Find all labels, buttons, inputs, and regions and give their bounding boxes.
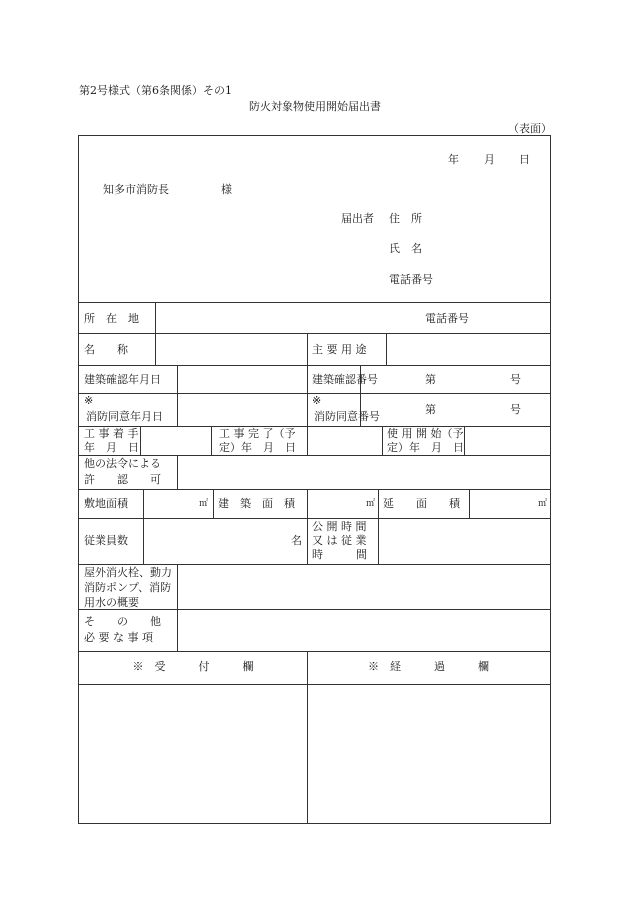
use-start-label-1: 使 用 開 始（予 xyxy=(387,427,464,440)
fire-consent-date-mark: ※ xyxy=(84,394,94,407)
location-phone-label: 電話番号 xyxy=(425,312,469,325)
date-year-label: 年 xyxy=(448,153,459,166)
site-area-label: 敷地面積 xyxy=(84,497,128,510)
bldg-confirm-go: 号 xyxy=(510,373,521,386)
fire-consent-go: 号 xyxy=(510,403,521,416)
addressee-honorific: 様 xyxy=(221,183,232,196)
hydrant-label-3: 用水の概要 xyxy=(84,596,139,609)
building-area-label: 建 築 面 積 xyxy=(218,497,295,510)
construction-end-label-1: 工 事 完 了（予 xyxy=(219,427,296,440)
reception-column-label: ※ 受 付 欄 xyxy=(132,660,254,673)
hours-label-2: 又 は 従 業 xyxy=(312,534,367,547)
form-identifier: 第2号様式（第6条関係）その1 xyxy=(79,84,232,97)
form-table xyxy=(78,135,551,824)
other-law-label-2: 許 認 可 xyxy=(84,473,161,486)
floor-area-unit: ㎡ xyxy=(538,499,548,509)
applicant-phone-label: 電話番号 xyxy=(389,273,433,286)
main-use-label: 主 要 用 途 xyxy=(312,343,367,356)
bldg-confirm-date-label: 建築確認年月日 xyxy=(84,373,161,386)
hydrant-label-2: 消防ポンプ、消防 xyxy=(84,581,172,594)
building-area-unit: ㎡ xyxy=(366,499,376,509)
form-title: 防火対象物使用開始届出書 xyxy=(249,100,381,113)
date-month-label: 月 xyxy=(484,153,495,166)
other-law-label-1: 他の法令による xyxy=(84,457,161,470)
fire-consent-no-label: 消防同意番号 xyxy=(314,410,380,423)
applicant-name-label: 氏 名 xyxy=(389,242,422,255)
construction-start-label-1: 工 事 着 手 xyxy=(84,427,139,440)
fire-consent-dai: 第 xyxy=(425,403,436,416)
fire-consent-date-label: 消防同意年月日 xyxy=(86,410,163,423)
applicant-address-label: 住 所 xyxy=(389,212,422,225)
employees-unit: 名 xyxy=(291,534,302,547)
bldg-confirm-dai: 第 xyxy=(425,373,436,386)
other-items-label-2: 必 要 な 事 項 xyxy=(84,631,153,644)
use-start-label-2: 定）年 月 日 xyxy=(387,441,464,454)
hours-label-3: 時 間 xyxy=(312,548,367,561)
employees-label: 従業員数 xyxy=(84,534,128,547)
fire-consent-no-mark: ※ xyxy=(312,394,322,407)
construction-start-label-2: 年 月 日 xyxy=(84,441,139,454)
location-label: 所 在 地 xyxy=(84,312,139,325)
bldg-confirm-no-label: 建築確認番号 xyxy=(312,373,378,386)
name-label: 名 称 xyxy=(84,343,128,356)
progress-column-label: ※ 経 過 欄 xyxy=(368,660,489,673)
hydrant-label-1: 屋外消火栓、動力 xyxy=(84,566,172,579)
date-day-label: 日 xyxy=(519,153,530,166)
applicant-label: 届出者 xyxy=(341,212,374,225)
site-area-unit: ㎡ xyxy=(199,499,209,509)
floor-area-label: 延 面 積 xyxy=(383,497,460,510)
hours-label-1: 公 開 時 間 xyxy=(312,520,367,533)
page-side-label: （表面） xyxy=(508,122,552,135)
construction-end-label-2: 定）年 月 日 xyxy=(219,441,296,454)
addressee-name: 知多市消防長 xyxy=(103,183,169,196)
other-items-label-1: そ の 他 xyxy=(84,615,161,628)
